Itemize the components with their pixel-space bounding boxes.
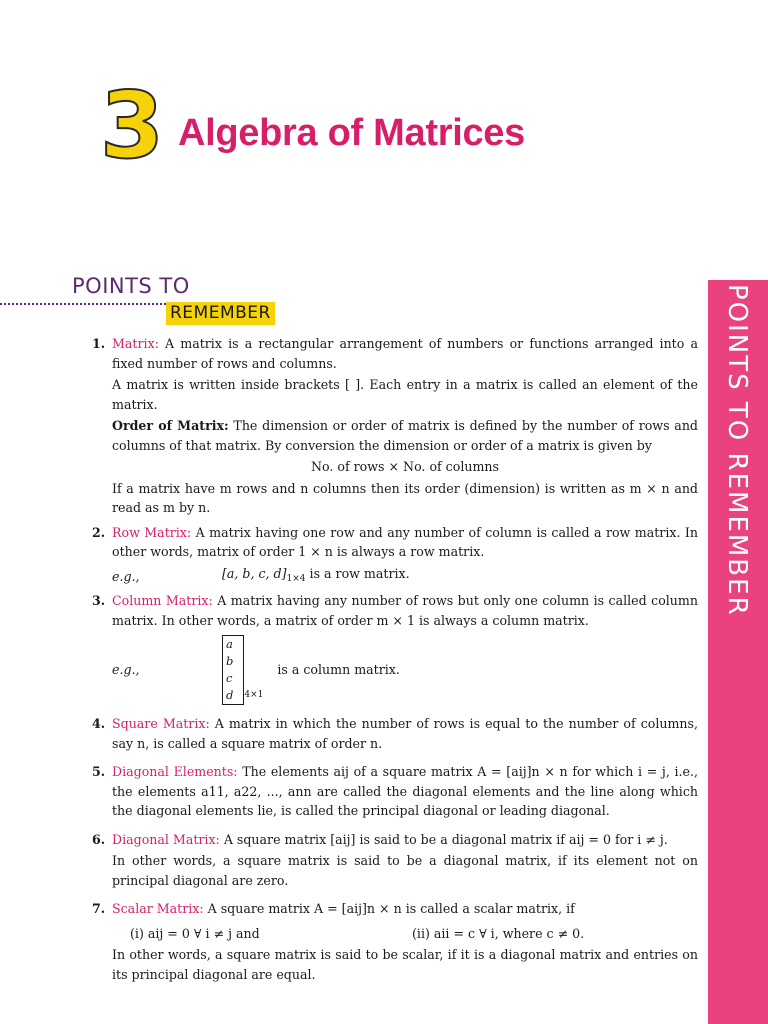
term-label: Row Matrix: [112,524,192,540]
matrix-entry: d [226,688,234,702]
item-number: 5. [92,764,106,779]
conditions [112,924,698,944]
item-text: A matrix is a rectangular arrangement of numbers or functions arranged into a fixed number of rows and columns. [112,336,698,371]
item-text: A matrix in which the number of rows is equal to the number of columns, say n, is called a square matrix of order n. [112,716,698,751]
term-label: Matrix: [112,336,159,351]
example-text: is a row matrix. [309,565,410,581]
chapter-number: 3 [100,72,165,179]
point-item-scalar-matrix [92,899,698,984]
condition-1: (i) aij = 0 ∀ i ≠ j and [130,925,260,941]
item-text: The elements aij of a square matrix A = [aij]n × n for which i = j, i.e., the elements a11, a22, ..., ann are called the diagonal elements and the line along which the diagonal elements lie, is called the principal diagonal or leading diagonal. [112,764,698,818]
side-banner [708,280,768,1024]
point-item-diagonal-elements [92,762,698,821]
item-number: 3. [92,593,106,608]
point-item-square-matrix [92,714,698,753]
item-text: The dimension or order of matrix is defined by the number of rows and columns of that matrix. By conversion the dimension or order of a matrix is given by [112,418,698,453]
subterm-label: Order of Matrix: [112,418,229,433]
item-text: A matrix having one row and any number of column is called a row matrix. In other words, matrix of order 1 × n is always a row matrix. [112,524,698,559]
dotted-divider [0,303,166,305]
example-label: e.g., [112,568,140,584]
matrix-entry: a [226,637,233,651]
formula: No. of rows × No. of columns [311,459,499,474]
item-text: In other words, a square matrix is said to be a diagonal matrix, if its element not on principal diagonal are zero. [112,853,698,888]
point-item-row-matrix [92,523,698,590]
example-row [112,564,698,590]
matrix-order: 4×1 [244,689,264,700]
term-label: Square Matrix: [112,716,210,731]
section-heading-line1: POINTS TO [72,274,190,298]
term-label: Column Matrix: [112,593,213,608]
column-matrix [222,635,263,705]
item-text: A matrix is written inside brackets [ ]. Each entry in a matrix is called an element of the matrix. [112,377,698,412]
item-number: 6. [92,831,106,847]
item-number: 2. [92,524,106,540]
item-text: A square matrix A = [aij]n × n is called a scalar matrix, if [207,901,575,916]
matrix-entry: b [226,654,234,668]
item-text: A square matrix [aij] is said to be a diagonal matrix if aij = 0 for i ≠ j. [223,831,668,847]
item-number: 4. [92,716,106,731]
point-item-diagonal-matrix [92,830,698,891]
term-label: Diagonal Matrix: [112,831,220,847]
example-text: is a column matrix. [277,662,400,678]
points-list [92,334,698,984]
item-number: 7. [92,901,106,916]
chapter-title: Algebra of Matrices [178,112,525,154]
example-row [112,635,698,705]
matrix-entries [222,635,239,705]
side-banner-text: POINTS TO REMEMBER [722,284,752,617]
example-matrix: [a, b, c, d] [222,565,287,581]
matrix-entry: c [226,671,233,685]
term-label: Scalar Matrix: [112,901,204,916]
item-number: 1. [92,336,106,351]
matrix-order: 1×4 [286,573,306,584]
item-text: In other words, a square matrix is said to be scalar, if it is a diagonal matrix and entries on its principal diagonal are equal. [112,947,698,982]
point-item-matrix [92,334,698,518]
item-text: If a matrix have m rows and n columns then its order (dimension) is written as m × n and read as m by n. [112,480,698,515]
term-label: Diagonal Elements: [112,764,238,779]
example-label: e.g., [112,662,140,678]
point-item-column-matrix [92,591,698,705]
condition-2: (ii) aii = c ∀ i, where c ≠ 0. [412,925,585,941]
section-heading-line2: REMEMBER [166,302,275,325]
item-text: A matrix having any number of rows but only one column is called column matrix. In other words, a matrix of order m × 1 is always a column matrix. [112,593,698,628]
